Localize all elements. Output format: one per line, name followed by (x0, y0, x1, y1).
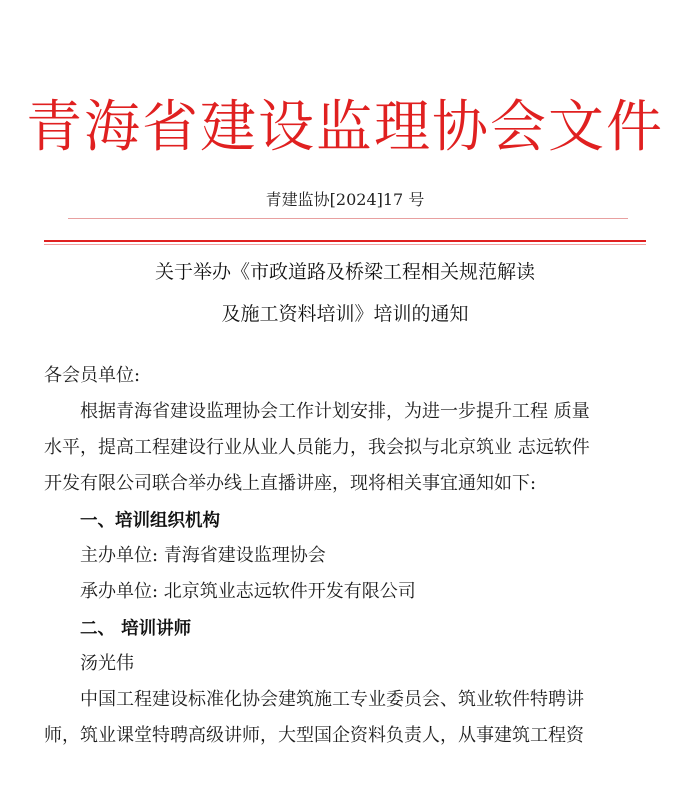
intro-paragraph-line-1: 根据青海省建设监理协会工作计划安排，为进一步提升工程 质量 (80, 401, 590, 422)
document-number: 青建监协[2024]17 号 (265, 190, 425, 209)
notice-title-line-1: 关于举办《市政道路及桥梁工程相关规范解读 (154, 261, 535, 283)
header-red-rule-shadow (44, 244, 646, 245)
header-red-rule (44, 240, 646, 242)
salutation: 各会员单位: (44, 365, 141, 386)
document-masthead: 青海省建设监理协会文件 (26, 95, 664, 160)
section-1-heading: 一、培训组织机构 (80, 511, 220, 531)
intro-paragraph-line-3: 开发有限公司联合举办线上直播讲座，现将相关事宜通知如下: (44, 473, 537, 494)
header-thin-divider (68, 218, 628, 219)
co-organizer-line: 承办单位: 北京筑业志远软件开发有限公司 (80, 581, 416, 602)
lecturer-bio-line-1: 中国工程建设标准化协会建筑施工专业委员会、筑业软件特聘讲 (80, 689, 584, 710)
lecturer-name: 汤光伟 (80, 653, 134, 674)
organizer-line: 主办单位: 青海省建设监理协会 (80, 545, 326, 566)
intro-paragraph-line-2: 水平，提高工程建设行业从业人员能力，我会拟与北京筑业 志远软件 (44, 437, 590, 458)
lecturer-bio-line-2: 师，筑业课堂特聘高级讲师，大型国企资料负责人，从事建筑工程资 (44, 725, 584, 746)
notice-title-line-2: 及施工资料培训》培训的通知 (221, 303, 469, 325)
section-2-heading: 二、 培训讲师 (80, 619, 192, 639)
